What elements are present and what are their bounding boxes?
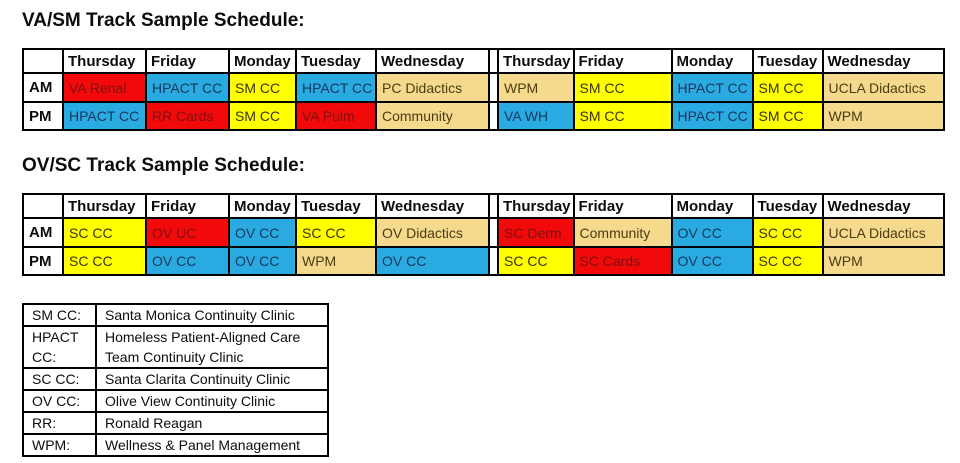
day-header-cell: Monday xyxy=(229,49,296,73)
vasm-schedule-title: VA/SM Track Sample Schedule: xyxy=(22,10,305,31)
schedule-cell: SC CC xyxy=(63,218,146,247)
corner-cell xyxy=(23,194,63,218)
legend-abbr-cell: RR: xyxy=(23,412,96,434)
legend-desc-cell: Santa Clarita Continuity Clinic xyxy=(96,368,328,390)
schedule-cell: SM CC xyxy=(574,73,672,102)
schedule-cell: WPM xyxy=(498,73,574,102)
row-label-cell: AM xyxy=(23,218,63,247)
legend-abbr-cell: HPACT CC: xyxy=(23,326,96,368)
ovsc-schedule-title: OV/SC Track Sample Schedule: xyxy=(22,155,305,176)
day-header-cell: Wednesday xyxy=(376,194,489,218)
week-separator-cell xyxy=(489,73,498,102)
row-label-cell: PM xyxy=(23,102,63,130)
schedule-cell: HPACT CC xyxy=(672,73,753,102)
legend-desc-cell: Homeless Patient-Aligned Care Team Continuity Clinic xyxy=(96,326,328,368)
schedule-cell: SC CC xyxy=(498,247,574,275)
schedule-cell: SM CC xyxy=(229,102,296,130)
day-header-cell: Thursday xyxy=(498,49,574,73)
schedule-cell: SC CC xyxy=(296,218,376,247)
schedule-cell: SC Derm xyxy=(498,218,574,247)
schedule-cell: VA Pulm xyxy=(296,102,376,130)
day-header-cell: Tuesday xyxy=(296,49,376,73)
day-header-cell: Monday xyxy=(229,194,296,218)
schedule-cell: WPM xyxy=(296,247,376,275)
legend-desc-cell: Santa Monica Continuity Clinic xyxy=(96,304,328,326)
day-header-cell: Thursday xyxy=(63,194,146,218)
schedule-cell: SM CC xyxy=(229,73,296,102)
legend-abbr-cell: SM CC: xyxy=(23,304,96,326)
schedule-cell: PC Didactics xyxy=(376,73,489,102)
day-header-cell: Wednesday xyxy=(376,49,489,73)
day-header-cell: Wednesday xyxy=(823,49,944,73)
schedule-cell: OV CC xyxy=(229,218,296,247)
day-header-cell: Thursday xyxy=(63,49,146,73)
schedule-cell: SM CC xyxy=(753,102,823,130)
schedule-cell: UCLA Didactics xyxy=(823,73,944,102)
week-separator-cell xyxy=(489,218,498,247)
schedule-cell: RR Cards xyxy=(146,102,229,130)
schedule-cell: HPACT CC xyxy=(296,73,376,102)
schedule-cell: UCLA Didactics xyxy=(823,218,944,247)
day-header-cell: Friday xyxy=(574,49,672,73)
schedule-cell: OV CC xyxy=(229,247,296,275)
schedule-cell: OV CC xyxy=(146,247,229,275)
schedule-cell: SM CC xyxy=(753,73,823,102)
ovsc-schedule-table xyxy=(22,193,945,276)
schedule-cell: HPACT CC xyxy=(672,102,753,130)
week-separator-cell xyxy=(489,194,498,218)
day-header-cell: Friday xyxy=(146,194,229,218)
legend-desc-cell: Wellness & Panel Management xyxy=(96,434,328,456)
schedule-cell: OV CC xyxy=(672,247,753,275)
schedule-cell: VA Renal xyxy=(63,73,146,102)
schedule-cell: SC CC xyxy=(753,247,823,275)
day-header-cell: Thursday xyxy=(498,194,574,218)
day-header-cell: Tuesday xyxy=(753,49,823,73)
schedule-cell: SC Cards xyxy=(574,247,672,275)
schedule-cell: SC CC xyxy=(753,218,823,247)
legend-table xyxy=(22,303,329,457)
row-label-cell: PM xyxy=(23,247,63,275)
schedule-cell: OV Didactics xyxy=(376,218,489,247)
day-header-cell: Friday xyxy=(574,194,672,218)
schedule-cell: SM CC xyxy=(574,102,672,130)
schedule-cell: WPM xyxy=(823,247,944,275)
row-label-cell: AM xyxy=(23,73,63,102)
vasm-schedule-table xyxy=(22,48,945,131)
day-header-cell: Wednesday xyxy=(823,194,944,218)
day-header-cell: Monday xyxy=(672,49,753,73)
schedule-cell: Community xyxy=(574,218,672,247)
day-header-cell: Friday xyxy=(146,49,229,73)
corner-cell xyxy=(23,49,63,73)
legend-abbr-cell: WPM: xyxy=(23,434,96,456)
schedule-cell: SC CC xyxy=(63,247,146,275)
legend-abbr-cell: OV CC: xyxy=(23,390,96,412)
schedule-cell: VA WH xyxy=(498,102,574,130)
schedule-cell: OV CC xyxy=(376,247,489,275)
schedule-cell: WPM xyxy=(823,102,944,130)
schedule-cell: Community xyxy=(376,102,489,130)
schedule-cell: OV UC xyxy=(146,218,229,247)
legend-abbr-cell: SC CC: xyxy=(23,368,96,390)
day-header-cell: Monday xyxy=(672,194,753,218)
day-header-cell: Tuesday xyxy=(296,194,376,218)
legend-desc-cell: Olive View Continuity Clinic xyxy=(96,390,328,412)
schedule-cell: HPACT CC xyxy=(146,73,229,102)
schedule-cell: HPACT CC xyxy=(63,102,146,130)
day-header-cell: Tuesday xyxy=(753,194,823,218)
schedule-cell: OV CC xyxy=(672,218,753,247)
week-separator-cell xyxy=(489,102,498,130)
legend-desc-cell: Ronald Reagan xyxy=(96,412,328,434)
week-separator-cell xyxy=(489,49,498,73)
week-separator-cell xyxy=(489,247,498,275)
